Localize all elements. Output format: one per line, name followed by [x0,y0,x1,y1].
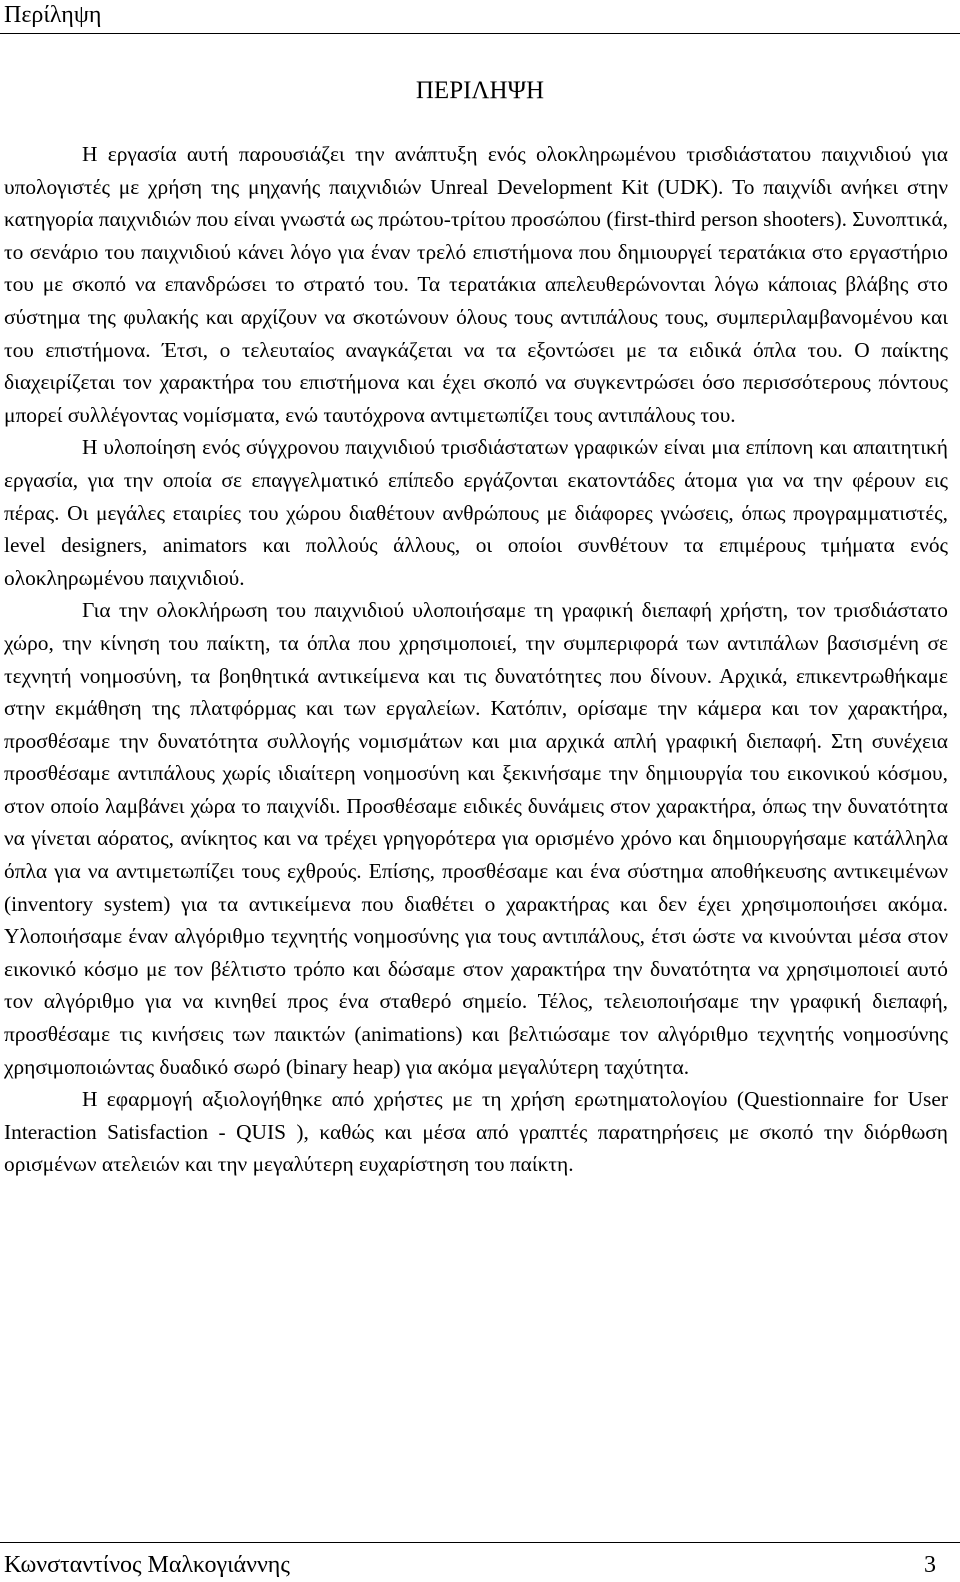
section-heading: ΠΕΡΙΛΗΨΗ [415,77,545,104]
footer-author: Κωνσταντίνος Μαλκογιάννης [4,1552,290,1578]
paragraph-4: Η εφαρμογή αξιολογήθηκε από χρήστες με τη χρήση ερωτηματολογίου (Questionnaire for User Interaction Satisfaction - QUIS ), καθώς και μέσα από γραπτές παρατηρήσεις με σκοπό την διόρθωση ορισμένων ατελειών και την μεγαλύτερη ευχαρίστηση του παίκτη. [4,1087,948,1177]
paragraph-2: Η υλοποίηση ενός σύγχρονου παιχνιδιού τρισδιάστατων γραφικών είναι μια επίπονη και απαιτητική εργασία, για την οποία σε επαγγελματικό επίπεδο εργάζονται εκατοντάδες άτομα για να την φέρουν εις πέρας. Οι μεγάλες εταιρίες του χώρου διαθέτουν ανθρώπους με διάφορες γνώσεις, όπως προγραμματιστές, level designers, animators και πολλούς άλλους, οι οποίοι συνθέτουν τα επιμέρους τμήματα ενός ολοκληρωμένου παιχνιδιού. [4,435,948,590]
header-divider [0,33,960,34]
footer-divider [0,1542,960,1543]
running-header-title: Περίληψη [4,2,102,28]
paragraph-3: Για την ολοκλήρωση του παιχνιδιού υλοποιήσαμε τη γραφική διεπαφή χρήστη, τον τρισδιάστατο χώρο, την κίνηση του παίκτη, τα όπλα που χρησιμοποιεί, την συμπεριφορά των αντιπάλων βασισμένη σε τεχνητή νοημοσύνη, τα βοηθητικά αντικείμενα και τις δυνατότητες που δίνουν. Αρχικά, επικεντρωθήκαμε στην εκμάθηση της πλατφόρμας και των εργαλείων. Κατόπιν, ορίσαμε την κάμερα και τον χαρακτήρα, προσθέσαμε την δυνατότητα συλλογής νομισμάτων και μια αρχικά απλή γραφική διεπαφή. Στη συνέχεια προσθέσαμε αντιπάλους χωρίς ιδιαίτερη νοημοσύνη και ξεκινήσαμε την δημιουργία του εικονικού κόσμου, στον οποίο λαμβάνει χώρα το παιχνίδι. Προσθέσαμε ειδικές δυνάμεις στον χαρακτήρα, όπως την δυνατότητα να γίνεται αόρατος, ανίκητος και να τρέχει γρηγορότερα για ορισμένο χρόνο και δημιουργήσαμε κατάλληλα όπλα για να αντιμετωπίζει τους εχθρούς. Επίσης, προσθέσαμε και ένα σύστημα αποθήκευσης αντικειμένων (inventory system) για τα αντικείμενα που διαθέτει ο χαρακτήρας και δεν έχει χρησιμοποιήσει ακόμα. Υλοποιήσαμε έναν αλγόριθμο τεχνητής νοημοσύνης για τους αντιπάλους, έτσι ώστε να κινούνται μέσα στον εικονικό κόσμο με τον βέλτιστο τρόπο και δώσαμε στον χαρακτήρα την δυνατότητα να χρησιμοποιεί αυτό τον αλγόριθμο για να κινηθεί προς ένα σταθερό σημείο. Τέλος, τελειοποιήσαμε την γραφική διεπαφή, προσθέσαμε τις κινήσεις των παικτών (animations) και βελτιώσαμε τον αλγόριθμο τεχνητής νοημοσύνης χρησιμοποιώντας δυαδικό σωρό (binary heap) για ακόμα μεγαλύτερη ταχύτητα. [4,598,948,1079]
page-number: 3 [924,1552,936,1578]
paragraph-1: Η εργασία αυτή παρουσιάζει την ανάπτυξη ενός ολοκληρωμένου τρισδιάστατου παιχνιδιού για υπολογιστές με χρήση της μηχανής παιχνιδιών Unreal Development Kit (UDK). Το παιχνίδι ανήκει στην κατηγορία παιχνιδιών που είναι γνωστά ως πρώτου-τρίτου προσώπου (first-third person shooters). Συνοπτικά, το σενάριο του παιχνιδιού κάνει λόγο για έναν τρελό επιστήμονα που δημιουργεί τερατάκια στο εργαστήριο του με σκοπό να επανδρώσει το στρατό του. Τα τερατάκια απελευθερώνονται λόγω κάποιας βλάβης στο σύστημα της φυλακής και αρχίζουν να σκοτώνουν όλους τους αντιπάλους τους, συμπεριλαμβανομένου και του επιστήμονα. Έτσι, ο τελευταίος αναγκάζεται να τα εξοντώσει με τα ειδικά όπλα του. Ο παίκτης διαχειρίζεται τον χαρακτήρα του επιστήμονα και έχει σκοπό να συγκεντρώσει όσο περισσότερους πόντους μπορεί συλλέγοντας νομίσματα, ενώ ταυτόχρονα αντιμετωπίζει τους αντιπάλους του. [4,142,948,427]
abstract-body [4,138,948,1181]
page-header [0,0,960,35]
page-footer [0,1536,960,1582]
